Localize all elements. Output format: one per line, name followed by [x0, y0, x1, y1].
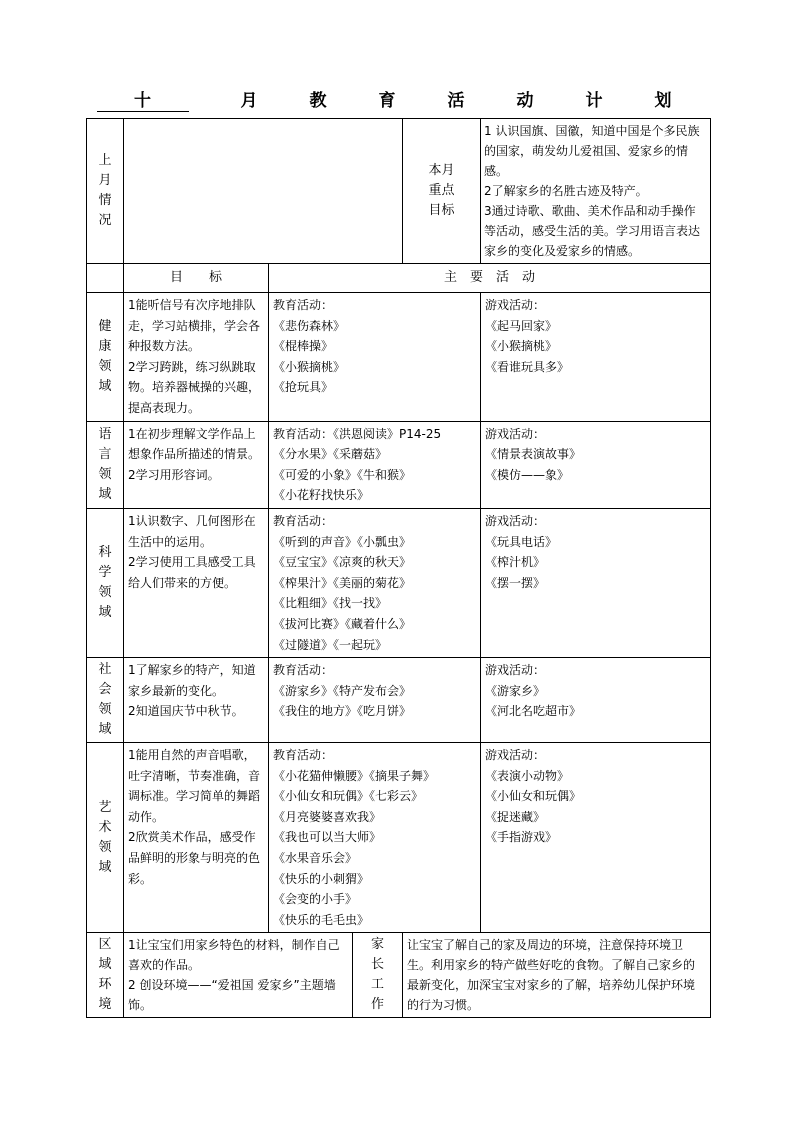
parent-work-content: 让宝宝了解自己的家及周边的环境，注意保持环境卫生。利用家乡的特产做些好吃的食物。了解自己家乡的最新变化，加深宝宝对家乡的了解，培养幼儿保护环境的行为习惯。: [403, 933, 711, 1018]
key-goal-item: 1 认识国旗、国徽，知道中国是个多民族的国家，萌发幼儿爱祖国、爱家乡的情感。: [484, 124, 700, 178]
game-item: 《玩具电话》: [485, 534, 558, 549]
area-env-item: 2 创设环境——“爱祖国 爱家乡”主题墙饰。: [128, 978, 336, 1013]
edu-label: 教育活动：: [273, 748, 334, 763]
edu-label: 教育活动：: [273, 663, 334, 678]
domain-row-science: [87, 508, 711, 657]
game-activities: [481, 508, 711, 657]
title-char: 教: [309, 91, 327, 111]
game-item: 《小猴摘桃》: [485, 339, 558, 354]
game-item: 《榨汁机》: [485, 555, 546, 570]
domain-goals: [124, 658, 269, 743]
game-label: 游戏活动：: [485, 748, 546, 763]
domain-goals: [124, 508, 269, 657]
goal-item: 1能听信号有次序地排队走，学习站横排，学会各种报数方法。: [128, 298, 261, 354]
edu-item: 《听到的声音》《小瓢虫》: [273, 534, 412, 549]
parent-work-label: 家长工作: [353, 933, 403, 1018]
goal-item: 2欣赏美术作品，感受作品鲜明的形象与明亮的色彩。: [128, 830, 261, 886]
key-goals-label: 本月重点目标: [403, 119, 481, 264]
game-item: 《游家乡》: [485, 683, 546, 698]
edu-activities: [269, 658, 481, 743]
edu-label: 教育活动：: [273, 513, 334, 528]
domain-row-art: [87, 743, 711, 933]
title-char: 计: [585, 91, 603, 111]
edu-item: 《游家乡》《特产发布会》: [273, 683, 412, 698]
header-blank: [87, 264, 124, 293]
edu-item: 《小猴摘桃》: [273, 359, 346, 374]
game-label: 游戏活动：: [485, 298, 546, 312]
edu-activities: [269, 508, 481, 657]
game-item: 《表演小动物》: [485, 768, 570, 783]
edu-item: 《快乐的小刺猬》: [273, 871, 370, 886]
key-goal-item: 3通过诗歌、歌曲、美术作品和动手操作等活动，感受生活的美。学习用语言表达家乡的变化及爱家乡的情感。: [484, 204, 701, 258]
game-activities: [481, 743, 711, 933]
edu-activities: [269, 743, 481, 933]
edu-activities: [269, 293, 481, 422]
game-item: 《看谁玩具多》: [485, 359, 570, 374]
goal-item: 2学习跨跳，练习纵跳取物。培养器械操的兴趣，提高表现力。: [128, 359, 261, 415]
goal-item: 1了解家乡的特产，知道家乡最新的变化。: [128, 663, 256, 698]
game-item: 《摆一摆》: [485, 575, 546, 590]
goal-item: 2学习用形容词。: [128, 467, 220, 482]
edu-item: 《小仙女和玩偶》《七彩云》: [273, 789, 424, 804]
game-activities: [481, 421, 711, 508]
edu-item: 《洪恩阅读》P14-25: [333, 426, 442, 441]
title-char: 活: [447, 91, 465, 111]
game-activities: [481, 293, 711, 422]
edu-item: 《快乐的毛毛虫》: [273, 912, 370, 927]
edu-item: 《小花籽找快乐》: [273, 488, 370, 503]
edu-item: 《棍棒操》: [273, 339, 334, 354]
game-item: 《模仿——象》: [485, 467, 570, 482]
key-goal-item: 2了解家乡的名胜古迹及特产。: [484, 184, 648, 198]
game-item: 《河北名吃超市》: [485, 704, 582, 719]
game-item: 《捉迷藏》: [485, 809, 546, 824]
key-goals-content: [481, 119, 711, 264]
edu-item: 《榨果汁》《美丽的菊花》: [273, 575, 412, 590]
goal-item: 1认识数字、几何图形在生活中的运用。: [128, 513, 256, 549]
edu-item: 《月亮婆婆喜欢我》: [273, 809, 382, 824]
domain-name: 科学领域: [87, 508, 124, 657]
edu-item: 《抢玩具》: [273, 380, 334, 395]
header-activities: 主 要 活 动: [269, 264, 711, 293]
domain-name: 社会领域: [87, 658, 124, 743]
header-row: [87, 264, 711, 293]
summary-row: [87, 119, 711, 264]
edu-item: 《分水果》《采蘑菇》: [273, 447, 388, 462]
edu-item: 《悲伤森林》: [273, 318, 346, 333]
month-number: 十: [97, 86, 189, 112]
area-env-label: 区域环境: [87, 933, 124, 1018]
title-char: 动: [516, 91, 534, 111]
game-item: 《情景表演故事》: [485, 447, 582, 462]
domain-name: 艺术领域: [87, 743, 124, 933]
title-char: 育: [378, 91, 396, 111]
edu-activities: [269, 421, 481, 508]
goal-item: 2知道国庆节中秋节。: [128, 704, 244, 719]
domain-goals: [124, 743, 269, 933]
game-item: 《手指游戏》: [485, 830, 558, 845]
area-env-item: 1让宝宝们用家乡特色的材料，制作自己喜欢的作品。: [128, 938, 340, 973]
game-activities: [481, 658, 711, 743]
last-month-label: 上月情况: [87, 119, 124, 264]
last-month-content: [124, 119, 403, 264]
edu-item: 《豆宝宝》《凉爽的秋天》: [273, 555, 412, 570]
plan-table: [86, 118, 711, 1018]
edu-item: 《我住的地方》《吃月饼》: [273, 704, 412, 719]
edu-item: 《水果音乐会》: [273, 851, 358, 866]
domain-row-society: [87, 658, 711, 743]
edu-item: 《拔河比赛》《藏着什么》: [273, 616, 412, 631]
edu-item: 《小花猫伸懒腰》《摘果子舞》: [273, 768, 436, 783]
edu-item: 《我也可以当大师》: [273, 830, 382, 845]
goal-item: 1在初步理解文学作品上想象作品所描述的情景。: [128, 426, 261, 462]
title-char: 划: [654, 91, 672, 111]
header-goal: 目 标: [124, 264, 269, 293]
title-char: 月: [240, 91, 258, 111]
game-item: 《小仙女和玩偶》: [485, 789, 582, 804]
area-env-content: [124, 933, 353, 1018]
edu-item: 《可爱的小象》《牛和猴》: [273, 467, 412, 482]
domain-name: 语言领域: [87, 421, 124, 508]
edu-item: 《会变的小手》: [273, 892, 358, 907]
domain-goals: [124, 293, 269, 422]
domain-row-health: [87, 293, 711, 422]
game-label: 游戏活动：: [485, 513, 546, 528]
domain-row-language: [87, 421, 711, 508]
domain-name: 健康领域: [87, 293, 124, 422]
page-title: [0, 86, 794, 112]
edu-item: 《比粗细》《找一找》: [273, 596, 388, 611]
domain-goals: [124, 421, 269, 508]
env-parent-row: [87, 933, 711, 1018]
edu-label-line: [273, 424, 476, 445]
goal-item: 1能用自然的声音唱歌，吐字清晰，节奏准确，音调标准。学习简单的舞蹈动作。: [128, 748, 261, 824]
edu-label: 教育活动：: [273, 426, 334, 441]
game-label: 游戏活动：: [485, 426, 546, 441]
game-label: 游戏活动：: [485, 663, 546, 678]
goal-item: 2学习使用工具感受工具给人们带来的方便。: [128, 555, 256, 590]
edu-item: 《过隧道》《一起玩》: [273, 637, 388, 652]
game-item: 《起马回家》: [485, 318, 558, 333]
edu-label: 教育活动：: [273, 298, 334, 312]
